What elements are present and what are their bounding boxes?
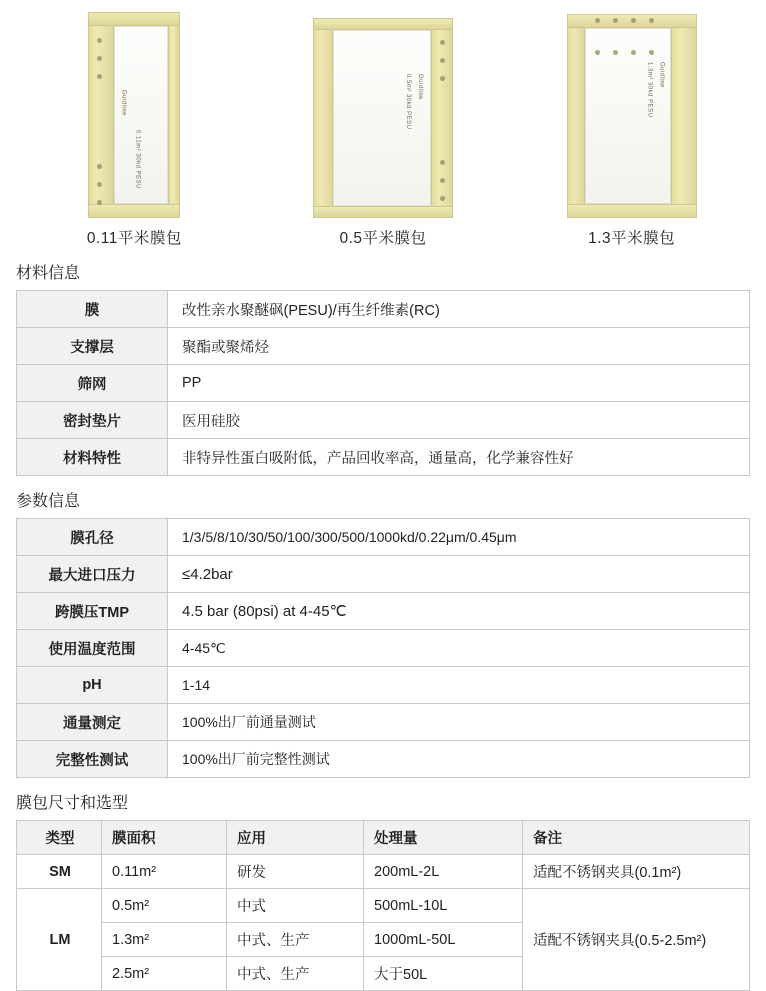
param-value-1: ≤4.2bar	[168, 556, 750, 593]
table-row	[17, 593, 750, 630]
product-1-side-text: Guidline	[120, 90, 127, 117]
material-value-2: PP	[168, 365, 750, 402]
parameters-section-title: 参数信息	[16, 493, 81, 510]
product-3-side-text: Guidline	[658, 62, 665, 89]
material-table	[16, 290, 750, 476]
material-label-2: 筛网	[17, 365, 168, 402]
sizing-header-3: 处理量	[364, 821, 523, 855]
sizing-app-0: 研发	[227, 855, 364, 889]
param-label-2: 跨膜压TMP	[17, 593, 168, 630]
table-row	[17, 889, 750, 923]
product-2	[268, 18, 498, 218]
param-value-5: 100%出厂前通量测试	[168, 704, 750, 741]
table-row	[17, 328, 750, 365]
material-label-1: 支撑层	[17, 328, 168, 365]
param-label-4: pH	[17, 667, 168, 704]
material-section-title: 材料信息	[16, 265, 81, 282]
product-3-caption: 1.3平米膜包	[588, 230, 676, 247]
sizing-area-1: 0.5m²	[102, 889, 227, 923]
product-1-image	[88, 12, 180, 218]
cassette-small	[88, 12, 180, 218]
table-row	[17, 365, 750, 402]
sizing-header-4: 备注	[523, 821, 750, 855]
param-label-5: 通量测定	[17, 704, 168, 741]
sizing-area-0: 0.11m²	[102, 855, 227, 889]
product-1-caption: 0.11平米膜包	[86, 230, 182, 247]
sizing-note-0: 适配不锈钢夹具(0.1m²)	[523, 855, 750, 889]
sizing-type-1: LM	[17, 889, 102, 991]
material-value-4: 非特异性蛋白吸附低，产品回收率高，通量高，化学兼容性好	[168, 439, 750, 476]
table-header-row	[17, 821, 750, 855]
table-row	[17, 855, 750, 889]
sizing-note-1: 适配不锈钢夹具(0.5-2.5m²)	[523, 889, 750, 991]
sizing-capacity-1: 500mL-10L	[364, 889, 523, 923]
param-label-3: 使用温度范围	[17, 630, 168, 667]
param-label-0: 膜孔径	[17, 519, 168, 556]
product-2-image	[313, 18, 453, 218]
sizing-section-title: 膜包尺寸和选型	[16, 795, 129, 812]
material-label-0: 膜	[17, 291, 168, 328]
table-row	[17, 439, 750, 476]
param-value-6: 100%出厂前完整性测试	[168, 741, 750, 778]
parameters-table	[16, 518, 750, 778]
table-row	[17, 556, 750, 593]
material-value-1: 聚酯或聚烯烃	[168, 328, 750, 365]
product-2-spec-text: 0.5m² 30kd PESU	[404, 74, 411, 130]
sizing-header-0: 类型	[17, 821, 102, 855]
table-row	[17, 630, 750, 667]
table-row	[17, 741, 750, 778]
sizing-header-2: 应用	[227, 821, 364, 855]
sizing-capacity-3: 大于50L	[364, 957, 523, 991]
product-2-side-text: Guidline	[416, 74, 423, 101]
sizing-area-3: 2.5m²	[102, 957, 227, 991]
sizing-app-1: 中式	[227, 889, 364, 923]
param-label-1: 最大进口压力	[17, 556, 168, 593]
param-value-3: 4-45℃	[168, 630, 750, 667]
cassette-large	[567, 14, 697, 218]
sizing-capacity-2: 1000mL-50L	[364, 923, 523, 957]
material-value-0: 改性亲水聚醚砜(PESU)/再生纤维素(RC)	[168, 291, 750, 328]
sizing-capacity-0: 200mL-2L	[364, 855, 523, 889]
product-3-spec-text: 1.3m² 30kd PESU	[646, 62, 653, 118]
table-row	[17, 402, 750, 439]
sizing-type-0: SM	[17, 855, 102, 889]
product-2-caption: 0.5平米膜包	[339, 230, 427, 247]
cassette-medium	[313, 18, 453, 218]
product-3	[517, 14, 747, 218]
sizing-area-2: 1.3m²	[102, 923, 227, 957]
param-value-2: 4.5 bar (80psi) at 4-45℃	[168, 593, 750, 630]
product-1	[19, 12, 249, 218]
table-row	[17, 291, 750, 328]
sizing-app-3: 中式、生产	[227, 957, 364, 991]
product-image-row	[0, 0, 766, 218]
table-row	[17, 519, 750, 556]
product-1-spec-text: 0.11m² 30kd PESU	[134, 130, 141, 189]
param-label-6: 完整性测试	[17, 741, 168, 778]
table-row	[17, 667, 750, 704]
param-value-0: 1/3/5/8/10/30/50/100/300/500/1000kd/0.22μm/0.45μm	[168, 519, 750, 556]
table-row	[17, 704, 750, 741]
sizing-header-1: 膜面积	[102, 821, 227, 855]
param-value-4: 1-14	[168, 667, 750, 704]
sizing-table	[16, 820, 750, 991]
material-value-3: 医用硅胶	[168, 402, 750, 439]
product-caption-row	[0, 218, 766, 248]
material-label-3: 密封垫片	[17, 402, 168, 439]
product-3-image	[567, 14, 697, 218]
material-label-4: 材料特性	[17, 439, 168, 476]
sizing-app-2: 中式、生产	[227, 923, 364, 957]
